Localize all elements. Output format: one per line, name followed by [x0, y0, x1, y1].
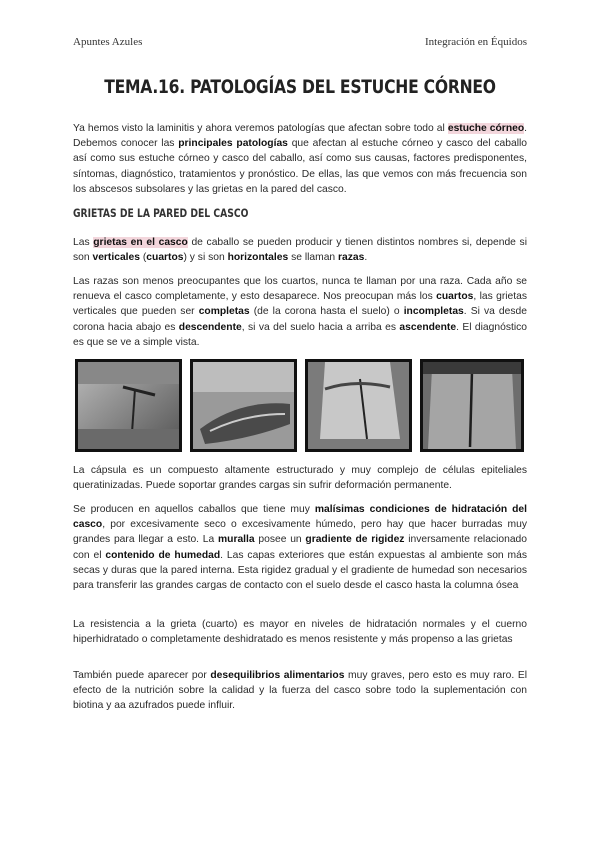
header-right: Integración en Équidos: [424, 36, 527, 48]
capsula-paragraph: La cápsula es un compuesto altamente estructurado y muy complejo de células epiteliales queratinizadas. Puede soportar grandes cargas sin sufrir deformación permanente.: [73, 465, 527, 492]
hoof-photo-strip: [75, 359, 524, 452]
highlight-grietas: grietas en el casco: [93, 237, 188, 248]
hoof-side-photo: [190, 359, 297, 452]
hoof-crack-nail-photo: [75, 359, 182, 452]
razas-paragraph: Las razas son menos preocupantes que los cuartos, nunca te llaman por una raza. Cada año se renueva el casco completamente, y esto desaparece. Nos preocupan más los cuartos, las grietas verticales que pueden ser completas (de la corona hasta el suelo) o incompletas. Si va desde corona hacia abajo es descendente, si va del suelo hacia a arriba es ascendente. El diagnóstico es que se ve a simple vista.: [73, 276, 527, 348]
hoof-wall-crack-photo: [420, 359, 524, 452]
hoof-front-crack-photo: [305, 359, 412, 452]
grietas-paragraph: Las grietas en el casco de caballo se pueden producir y tienen distintos nombres si, depende si son verticales (cuartos) y si son horizontales se llaman razas.: [73, 237, 527, 264]
section-heading: GRIETAS DE LA PARED DEL CASCO: [73, 206, 249, 220]
hidratacion-paragraph: Se producen en aquellos caballos que tiene muy malísimas condiciones de hidratación del casco, por excesivamente seco o excesivamente húmedo, pero hay que hacer burradas muy grandes para llegar a esto. La muralla posee un gradiente de rigidez inversamente relacionado con el contenido de humedad. Las capas exteriores que están expuestas al ambiente son más secas y duras que la pared interna. Esta rigidez gradual y el gradiente de humedad son necesarios para transferir las grandes cargas de contacto con el suelo desde el casco hasta la columna ósea: [73, 504, 527, 592]
highlight-estuche: estuche córneo: [447, 123, 525, 134]
header-left: Apuntes Azules: [73, 36, 143, 48]
alimentacion-paragraph: También puede aparecer por desequilibrios alimentarios muy graves, pero esto es muy raro. El efecto de la nutrición sobre la calidad y la fuerza del casco sobre todo la suplementación con biotina y aa azufrados puede influir.: [73, 670, 527, 712]
page-title: TEMA.16. PATOLOGÍAS DEL ESTUCHE CÓRNEO: [104, 76, 496, 98]
intro-paragraph: Ya hemos visto la laminitis y ahora veremos patologías que afectan sobre todo al estuche córneo. Debemos conocer las principales patologías que afectan al estuche córneo y casco del caballo así como sus estuche córneo y casco del caballo, así como sus causas, factores predisponentes, síntomas, diagnóstico, tratamientos y pronóstico. De ellas, las que vemos con más frecuencia son los abscesos subsolares y las grietas en la pared del casco.: [73, 123, 527, 195]
resistencia-paragraph: La resistencia a la grieta (cuarto) es mayor en niveles de hidratación normales y el cuerno hiperhidratado o completamente deshidratado es menos resistente y más propenso a las grietas: [73, 619, 527, 646]
